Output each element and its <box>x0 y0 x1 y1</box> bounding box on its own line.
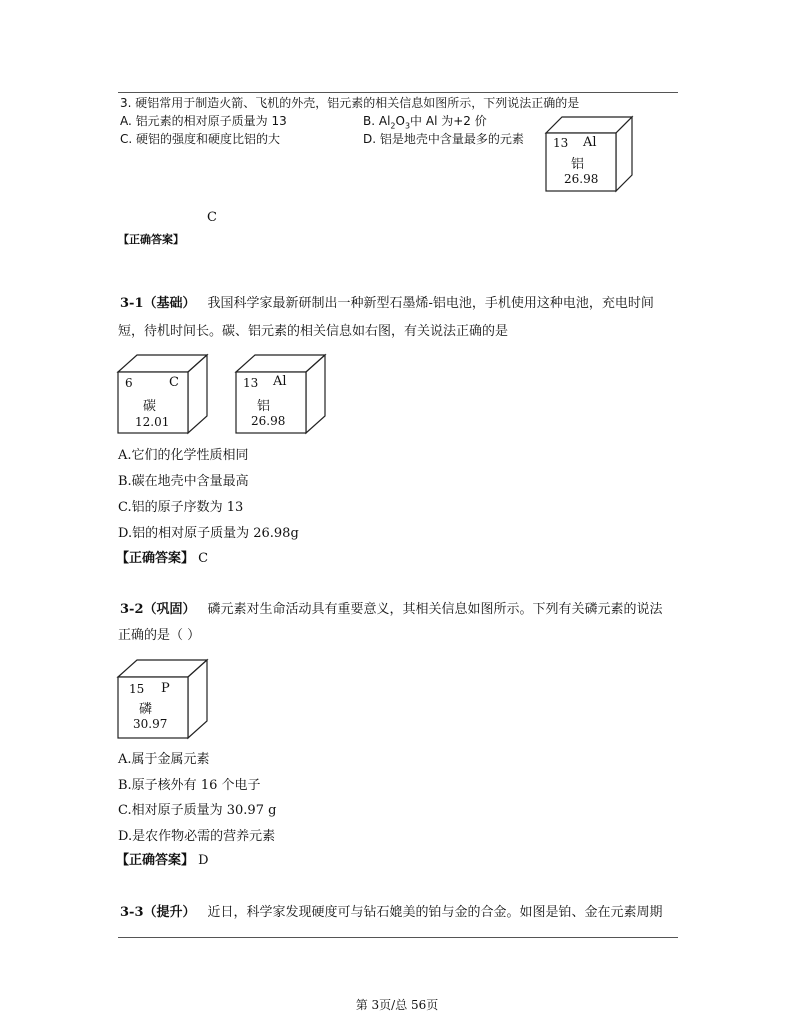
q3-option-c: C. 硬铝的强度和硬度比铝的大 <box>120 132 281 146</box>
q31-option-a: A.它们的化学性质相同 <box>118 448 249 463</box>
q31-option-d: D.铝的相对原子质量为 26.98g <box>118 526 299 541</box>
element-number: 15 <box>129 682 145 696</box>
q31-element-card-al <box>235 353 327 435</box>
q31-tag: 3-1（基础） <box>120 296 196 311</box>
element-number: 13 <box>243 376 259 390</box>
element-name: 铝 <box>257 399 271 414</box>
element-number: 13 <box>553 136 569 150</box>
q31-option-c: C.铝的原子序数为 13 <box>118 500 244 515</box>
element-name: 铝 <box>571 157 585 172</box>
q32-option-d: D.是农作物必需的营养元素 <box>118 829 276 844</box>
element-symbol: Al <box>583 135 597 150</box>
q32-answer <box>116 853 209 869</box>
q3-option-b-sub1: 2 <box>390 121 396 131</box>
q32-option-b: B.原子核外有 16 个电子 <box>118 778 261 793</box>
q33-line1 <box>120 905 663 921</box>
element-symbol: P <box>161 681 170 696</box>
element-mass: 30.97 <box>133 717 168 731</box>
footer-rule <box>118 937 678 938</box>
q31-answer-letter: C <box>198 551 209 566</box>
q3-answer-letter: C <box>207 210 217 225</box>
q31-answer-label: 【正确答案】 <box>116 551 195 566</box>
q31-line1-text: 我国科学家最新研制出一种新型石墨烯-铝电池，手机使用这种电池，充电时间 <box>207 296 654 311</box>
element-number: 6 <box>125 376 133 390</box>
q3-option-d: D. 铝是地壳中含量最多的元素 <box>363 132 524 146</box>
q31-line1 <box>120 296 654 312</box>
element-symbol: Al <box>273 374 287 389</box>
q31-element-card-c <box>117 353 209 435</box>
q3-option-b-post: 中 Al 为+2 价 <box>410 114 487 128</box>
q33-line1-text: 近日，科学家发现硬度可与钻石媲美的铂与金的合金。如图是铂、金在元素周期 <box>207 905 663 920</box>
q32-element-card-p <box>117 658 209 740</box>
q3-option-b-sub2: 3 <box>404 121 411 131</box>
q32-option-c: C.相对原子质量为 30.97 g <box>118 803 277 818</box>
q3-option-b-pre: B. Al <box>363 114 391 128</box>
element-name: 碳 <box>143 399 157 414</box>
element-mass: 26.98 <box>564 172 599 186</box>
q32-answer-label: 【正确答案】 <box>116 853 195 868</box>
q31-line2: 短，待机时间长。碳、铝元素的相关信息如右图，有关说法正确的是 <box>118 324 509 339</box>
q32-tag: 3-2（巩固） <box>120 602 196 617</box>
element-mass: 12.01 <box>135 415 170 429</box>
q32-line1-text: 磷元素对生命活动具有重要意义，其相关信息如图所示。下列有关磷元素的说法 <box>207 602 663 617</box>
element-symbol: C <box>169 375 179 390</box>
header-rule <box>118 92 678 93</box>
q3-stem: 3. 硬铝常用于制造火箭、飞机的外壳，铝元素的相关信息如图所示，下列说法正确的是 <box>120 96 580 110</box>
page-footer: 第 3页/总 56页 <box>355 998 439 1012</box>
q3-answer-label: 【正确答案】 <box>118 233 184 246</box>
q32-answer-letter: D <box>198 853 209 868</box>
q3-option-b-mid: O <box>395 114 405 128</box>
q33-tag: 3-3（提升） <box>120 905 196 920</box>
q32-line1 <box>120 602 663 618</box>
q31-answer <box>116 551 208 567</box>
q3-option-a: A. 铝元素的相对原子质量为 13 <box>120 114 287 128</box>
element-mass: 26.98 <box>251 414 286 428</box>
element-name: 磷 <box>139 702 153 717</box>
q3-element-card-al <box>545 115 635 193</box>
q32-line2: 正确的是（ ） <box>118 628 201 643</box>
q31-option-b: B.碳在地壳中含量最高 <box>118 474 249 489</box>
q32-option-a: A.属于金属元素 <box>118 752 210 767</box>
